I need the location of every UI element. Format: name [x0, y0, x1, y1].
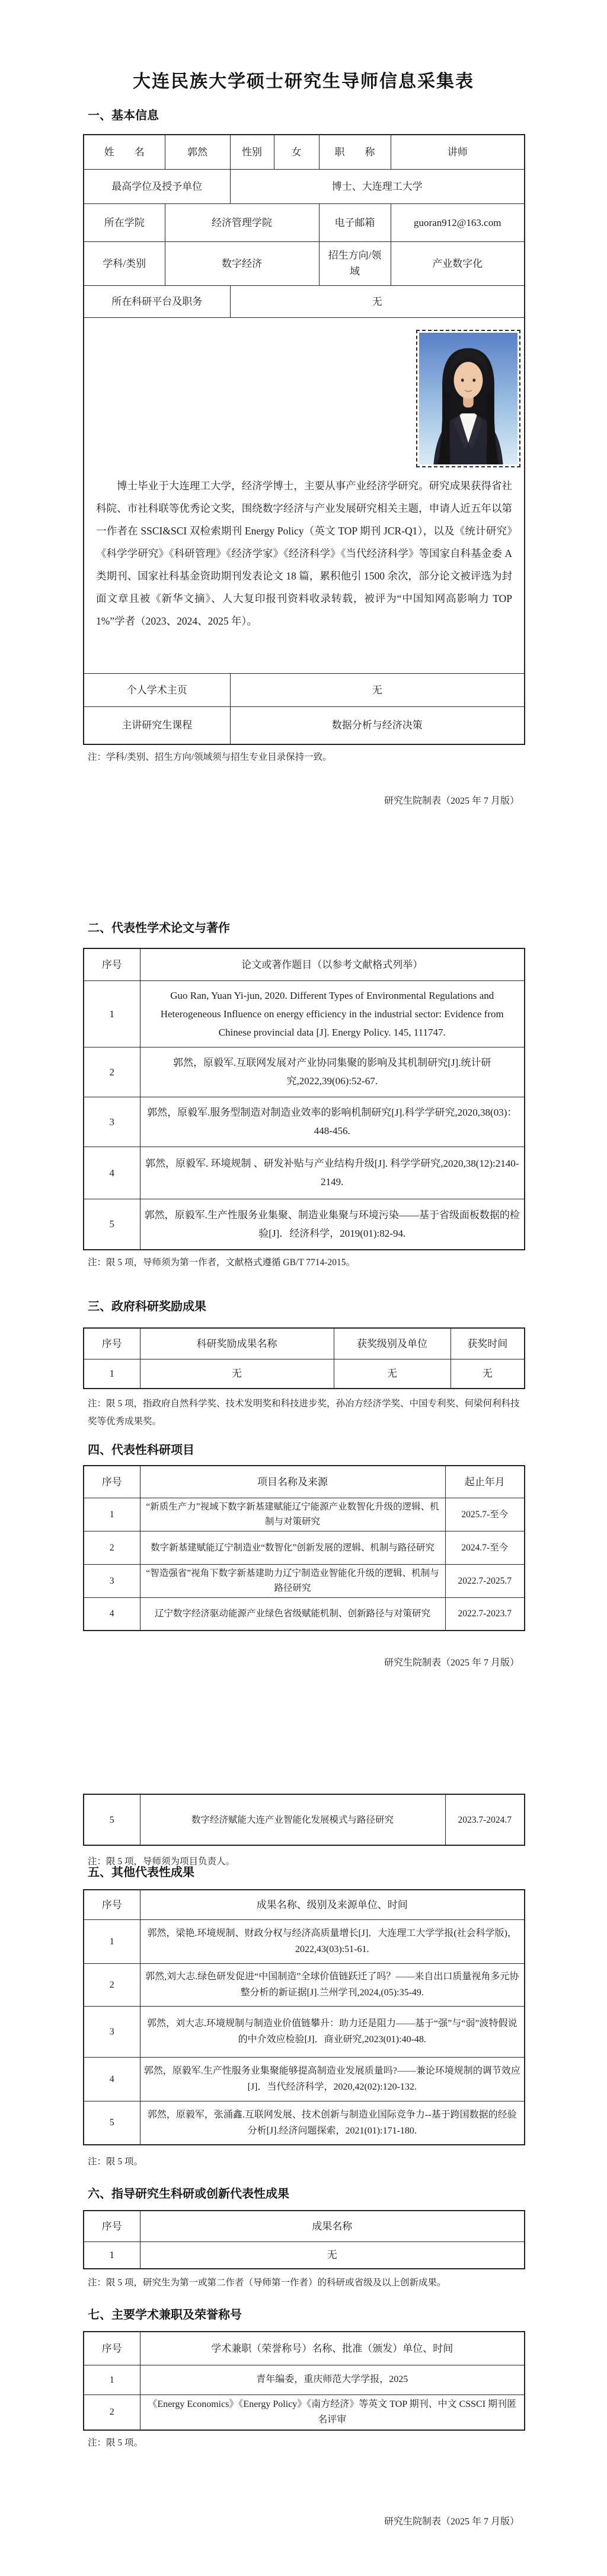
- col-no-header: 序号: [84, 2332, 140, 2365]
- project-dates: 2022.7-2025.7: [445, 1564, 525, 1597]
- page-1-footer: 研究生院制表（2025 年 7 月版）: [384, 796, 519, 806]
- table-header-row: [84, 1466, 525, 1498]
- award-level: 无: [334, 1359, 451, 1389]
- name-value: 郭然: [165, 135, 230, 169]
- col-title-header: 学术兼职（荣誉称号）名称、批准（颁发）单位、时间: [140, 2332, 525, 2365]
- row-no: 3: [84, 1564, 140, 1597]
- row-no: 2: [84, 1047, 140, 1097]
- section-3-heading: 三、政府科研奖励成果: [88, 1300, 206, 1313]
- table-row: [84, 1564, 525, 1597]
- section-5-heading: 五、其他代表性成果: [88, 1866, 194, 1879]
- table-header-row: [84, 1890, 525, 1919]
- college-value: 经济管理学院: [165, 203, 319, 241]
- table-row: [84, 317, 525, 673]
- degree-label: 最高学位及授予单位: [84, 169, 230, 203]
- section-6-note: 注：限 5 项，研究生为第一或第二作者（导师第一作者）的科研或省级及以上创新成果。: [88, 2278, 446, 2288]
- table-header-row: [84, 1328, 525, 1359]
- row-no: 5: [84, 2101, 140, 2145]
- paper-citation: 郭然，原毅军. 环境规制 、研发补贴与产业结构升级[J]. 科学学研究,2020,38(12):2140-2149.: [140, 1147, 525, 1199]
- col-title-header: 论文或著作题目（以参考文献格式列举）: [140, 948, 525, 980]
- col-header: 获奖时间: [451, 1328, 525, 1359]
- project-dates: 2024.7-至今: [445, 1531, 525, 1564]
- page-2-footer: 研究生院制表（2025 年 7 月版）: [384, 1658, 519, 1668]
- gov-awards-table: [83, 1327, 525, 1389]
- row-no: 2: [84, 2394, 140, 2430]
- achievement-text: 郭然，原毅军，张涌鑫.互联网发展、技术创新与制造业国际竞争力--基于跨国数据的经验分析[J].经济问题探索，2021(01):171-180.: [140, 2101, 525, 2145]
- title-value: 讲师: [391, 135, 525, 169]
- table-row: [84, 2365, 525, 2394]
- table-row: [84, 1919, 525, 1963]
- row-no: 2: [84, 1531, 140, 1564]
- table-row: [84, 1097, 525, 1147]
- table-row: [84, 241, 525, 285]
- course-value: 数据分析与经济决策: [230, 706, 525, 744]
- college-label: 所在学院: [84, 203, 165, 241]
- title-text: 《Energy Economics》《Energy Policy》《南方经济》等英文 TOP 期刊、中文 CSSCI 期刊匿名评审: [140, 2394, 525, 2430]
- other-achievements-table: [83, 1889, 525, 2145]
- subject-value: 数字经济: [165, 241, 319, 285]
- gender-value: 女: [274, 135, 319, 169]
- student-achievements-table: [83, 2210, 525, 2269]
- achievement-text: 郭然,刘大志.绿色研发促进“中国制造”全球价值链跃迁了吗？——来自出口质量视角多元协整分析的新证据[J].兰州学刊,2024,(05):35-49.: [140, 1963, 525, 2006]
- row-no: 4: [84, 2057, 140, 2101]
- table-header-row: [84, 948, 525, 980]
- email-value: guoran912@163.com: [391, 203, 525, 241]
- portrait-illustration: [419, 333, 517, 464]
- table-row: [84, 1147, 525, 1199]
- homepage-label: 个人学术主页: [84, 673, 230, 706]
- table-row: [84, 2006, 525, 2057]
- row-no: 2: [84, 1963, 140, 2006]
- row-no: 3: [84, 2006, 140, 2057]
- col-no-header: 序号: [84, 1890, 140, 1919]
- paper-citation: 郭然，原毅军.互联网发展对产业协同集聚的影响及其机制研究[J].统计研究,2022,39(06):52-67.: [140, 1047, 525, 1097]
- project-name: 数字经济赋能大连产业智能化发展模式与路径研究: [140, 1794, 445, 1845]
- section-2-heading: 二、代表性学术论文与著作: [88, 922, 230, 935]
- academic-titles-table: [83, 2331, 525, 2431]
- table-row: [84, 1359, 525, 1389]
- row-no: 1: [84, 1359, 140, 1389]
- platform-value: 无: [230, 285, 525, 317]
- platform-label: 所在科研平台及职务: [84, 285, 230, 317]
- col-title-header: 成果名称: [140, 2211, 525, 2241]
- achievement-text: 郭然，梁艳.环境规制、财政分权与经济高质量增长[J]．大连理工大学学报(社会科学版)，2022,43(03):51-61.: [140, 1919, 525, 1963]
- bio-cell: [84, 317, 525, 673]
- projects-table-continued: [83, 1794, 525, 1846]
- subject-label: 学科/类别: [84, 241, 165, 285]
- gender-label: 性别: [230, 135, 274, 169]
- project-name: “新质生产力”视域下数字新基建赋能辽宁能源产业数智化升级的逻辑、机制与对策研究: [140, 1498, 445, 1531]
- row-no: 1: [84, 2241, 140, 2269]
- direction-value: 产业数字化: [391, 241, 525, 285]
- col-header: 获奖级别及单位: [334, 1328, 451, 1359]
- project-name: “智造强省”视角下数字新基建助力辽宁制造业智能化升级的逻辑、机制与路径研究: [140, 1564, 445, 1597]
- section-6-heading: 六、指导研究生科研或创新代表性成果: [88, 2187, 289, 2201]
- email-label: 电子邮箱: [319, 203, 391, 241]
- paper-citation: Guo Ran, Yuan Yi-jun, 2020. Different Types of Environmental Regulations and Heterogeneous Influence on energy efficiency in the industrial sector: Evidence from Chinese provincial data [J]. Energy Policy. 145, 111747.: [140, 980, 525, 1047]
- table-row: [84, 706, 525, 744]
- row-no: 1: [84, 1919, 140, 1963]
- section-1-heading: 一、基本信息: [88, 109, 159, 122]
- table-row: [84, 135, 525, 169]
- section-7-note: 注：限 5 项。: [88, 2438, 143, 2448]
- table-row: [84, 1963, 525, 2006]
- section-5-note: 注：限 5 项。: [88, 2157, 143, 2167]
- name-label: 姓 名: [84, 135, 165, 169]
- section-4-heading: 四、代表性科研项目: [88, 1444, 194, 1457]
- table-row: [84, 285, 525, 317]
- row-no: 4: [84, 1147, 140, 1199]
- achievement-text: 郭然，刘大志.环境规制与制造业价值链攀升：助力还是阻力——基于“强”与“弱”波特假说的中介效应检验[J]．商业研究,2023(01):40-48.: [140, 2006, 525, 2057]
- title-text: 青年编委，重庆师范大学学报，2025: [140, 2365, 525, 2394]
- row-no: 3: [84, 1097, 140, 1147]
- section-7-heading: 七、主要学术兼职及荣誉称号: [88, 2308, 242, 2322]
- row-no: 1: [84, 1498, 140, 1531]
- document-title: 大连民族大学硕士研究生导师信息采集表: [133, 72, 474, 91]
- section-1-note: 注：学科/类别、招生方向/领域须与招生专业目录保持一致。: [88, 752, 332, 762]
- col-header: 起止年月: [445, 1466, 525, 1498]
- papers-table: [83, 948, 525, 1250]
- row-no: 1: [84, 980, 140, 1047]
- paper-citation: 郭然，原毅军.生产性服务业集聚、制造业集聚与环境污染——基于省级面板数据的检验[J]．经济科学，2019(01):82-94.: [140, 1199, 525, 1250]
- col-header: 项目名称及来源: [140, 1466, 445, 1498]
- table-row: [84, 1047, 525, 1097]
- award-time: 无: [451, 1359, 525, 1389]
- project-dates: 2023.7-2024.7: [445, 1794, 525, 1845]
- col-no-header: 序号: [84, 948, 140, 980]
- table-row: [84, 169, 525, 203]
- table-row: [84, 203, 525, 241]
- basic-info-table: [83, 134, 525, 745]
- achievement-text: 郭然，原毅军.生产性服务业集聚能够提高制造业发展质量吗?——兼论环境规制的调节效应[J]．当代经济科学，2020,42(02):120-132.: [140, 2057, 525, 2101]
- section-3-note: 注：限 5 项，指政府自然科学奖、技术发明奖和科技进步奖，孙冶方经济学奖、中国专利奖、何梁何利科技奖等优秀成果奖。: [88, 1399, 520, 1426]
- table-row: [84, 1794, 525, 1845]
- projects-table: [83, 1465, 525, 1631]
- homepage-value: 无: [230, 673, 525, 706]
- table-row: [84, 1199, 525, 1250]
- section-4-note: 注：限 5 项，导师须为项目负责人。: [88, 1857, 235, 1867]
- table-row: [84, 1531, 525, 1564]
- project-dates: 2025.7-至今: [445, 1498, 525, 1531]
- table-row: [84, 2241, 525, 2269]
- table-row: [84, 2394, 525, 2430]
- award-name: 无: [140, 1359, 334, 1389]
- col-title-header: 成果名称、级别及来源单位、时间: [140, 1890, 525, 1919]
- direction-label: 招生方向/领域: [319, 241, 391, 285]
- row-no: 1: [84, 2365, 140, 2394]
- table-header-row: [84, 2211, 525, 2241]
- project-name: 辽宁数字经济驱动能源产业绿色省级赋能机制、创新路径与对策研究: [140, 1597, 445, 1631]
- achievement-text: 无: [140, 2241, 525, 2269]
- row-no: 4: [84, 1597, 140, 1631]
- section-2-note: 注：限 5 项，导师须为第一作者，文献格式遵循 GB/T 7714-2015。: [88, 1257, 355, 1268]
- table-row: [84, 2057, 525, 2101]
- col-header: 序号: [84, 1328, 140, 1359]
- title-label: 职 称: [319, 135, 391, 169]
- row-no: 5: [84, 1794, 140, 1845]
- table-row: [84, 1498, 525, 1531]
- table-row: [84, 673, 525, 706]
- col-header: 科研奖励成果名称: [140, 1328, 334, 1359]
- col-header: 序号: [84, 1466, 140, 1498]
- portrait-photo: [416, 330, 520, 467]
- page-3-footer: 研究生院制表（2025 年 7 月版）: [384, 2517, 519, 2527]
- course-label: 主讲研究生课程: [84, 706, 230, 744]
- col-no-header: 序号: [84, 2211, 140, 2241]
- table-row: [84, 1597, 525, 1631]
- table-header-row: [84, 2332, 525, 2365]
- paper-citation: 郭然，原毅军.服务型制造对制造业效率的影响机制研究[J].科学学研究,2020,38(03)：448-456.: [140, 1097, 525, 1147]
- biography-text: 博士毕业于大连理工大学，经济学博士，主要从事产业经济学研究。研究成果获得省社科院、市社科联等优秀论文奖，围绕数字经济与产业发展研究相关主题，申请人近五年以第一作者在 SSCI&SCI 双检索期刊 Energy Policy（英文 TOP 期刊 JCR-Q1），以及《统计研究》《科学学研究》《科研管理》《经济学家》《经济科学》《当代经济科学》等国家自科基金委 A 类期刊、国家社科基金资助期刊发表论文 18 篇，累积他引 1500 余次，部分论文被评选为封面文章且被《新华文摘》、人大复印报刊资料收录转载，被评为“中国知网高影响力 TOP 1%”学者（2023、2024、2025 年）。: [96, 479, 512, 627]
- table-row: [84, 980, 525, 1047]
- project-dates: 2022.7-2023.7: [445, 1597, 525, 1631]
- row-no: 5: [84, 1199, 140, 1250]
- project-name: 数字新基建赋能辽宁制造业“数智化”创新发展的逻辑、机制与路径研究: [140, 1531, 445, 1564]
- table-row: [84, 2101, 525, 2145]
- degree-value: 博士、大连理工大学: [230, 169, 525, 203]
